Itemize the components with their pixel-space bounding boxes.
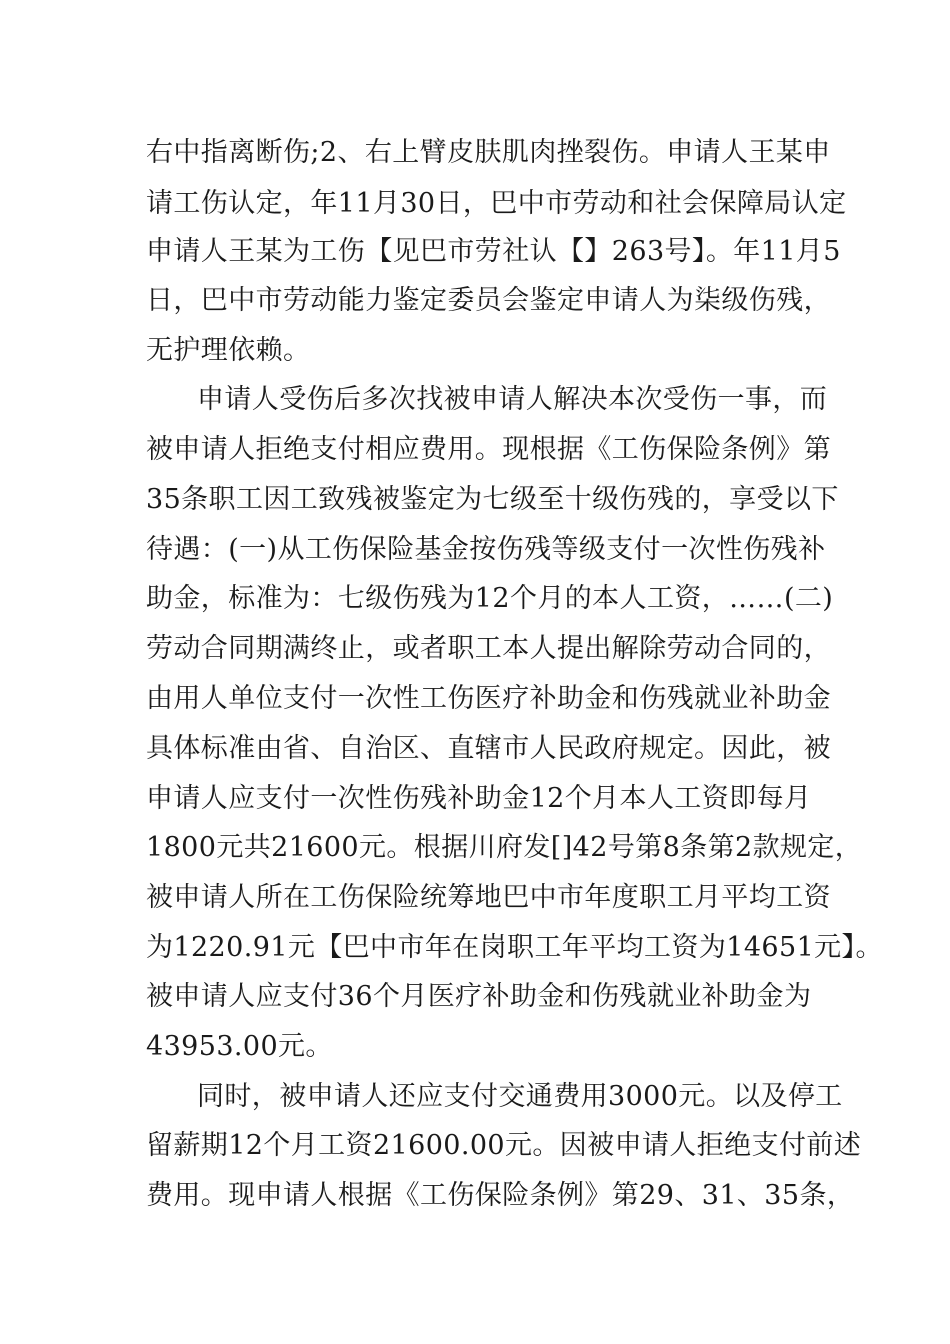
text-line: 35条职工因工致残被鉴定为七级至十级伤残的，享受以下 (146, 484, 839, 515)
text-line: 被申请人拒绝支付相应费用。现根据《工伤保险条例》第 (146, 434, 831, 465)
text-line: 同时，被申请人还应支付交通费用3000元。以及停工 (197, 1081, 843, 1112)
text-line: 被申请人所在工伤保险统筹地巴中市年度职工月平均工资 (146, 882, 831, 913)
text-line: 右中指离断伤;2、右上臂皮肤肌肉挫裂伤。申请人王某申 (146, 137, 831, 168)
text-line: 43953.00元。 (146, 1031, 333, 1062)
text-line: 无护理依赖。 (146, 335, 311, 366)
text-line: 费用。现申请人根据《工伤保险条例》第29、31、35条， (146, 1180, 855, 1211)
text-line: 留薪期12个月工资21600.00元。因被申请人拒绝支付前述 (146, 1130, 862, 1161)
text-line: 待遇：(一)从工伤保险基金按伤残等级支付一次性伤残补 (146, 534, 826, 565)
text-line: 请工伤认定，年11月30日，巴中市劳动和社会保障局认定 (146, 188, 847, 219)
text-line: 申请人应支付一次性伤残补助金12个月本人工资即每月 (146, 783, 812, 814)
text-line: 申请人王某为工伤【见巴市劳社认【】263号】。年11月5 (146, 236, 841, 267)
text-line: 申请人受伤后多次找被申请人解决本次受伤一事，而 (197, 384, 828, 415)
text-line: 1800元共21600元。根据川府发[]42号第8条第2款规定， (146, 832, 863, 863)
text-line: 助金，标准为：七级伤残为12个月的本人工资，……(二) (146, 583, 834, 614)
text-line: 具体标准由省、自治区、直辖市人民政府规定。因此，被 (146, 733, 831, 764)
text-line: 由用人单位支付一次性工伤医疗补助金和伤残就业补助金 (146, 683, 831, 714)
text-line: 日，巴中市劳动能力鉴定委员会鉴定申请人为柒级伤残， (146, 285, 831, 316)
text-line: 劳动合同期满终止，或者职工本人提出解除劳动合同的， (146, 633, 831, 664)
text-line: 为1220.91元【巴中市年在岗职工年平均工资为14651元】。 (146, 932, 883, 963)
text-line: 被申请人应支付36个月医疗补助金和伤残就业补助金为 (146, 981, 812, 1012)
